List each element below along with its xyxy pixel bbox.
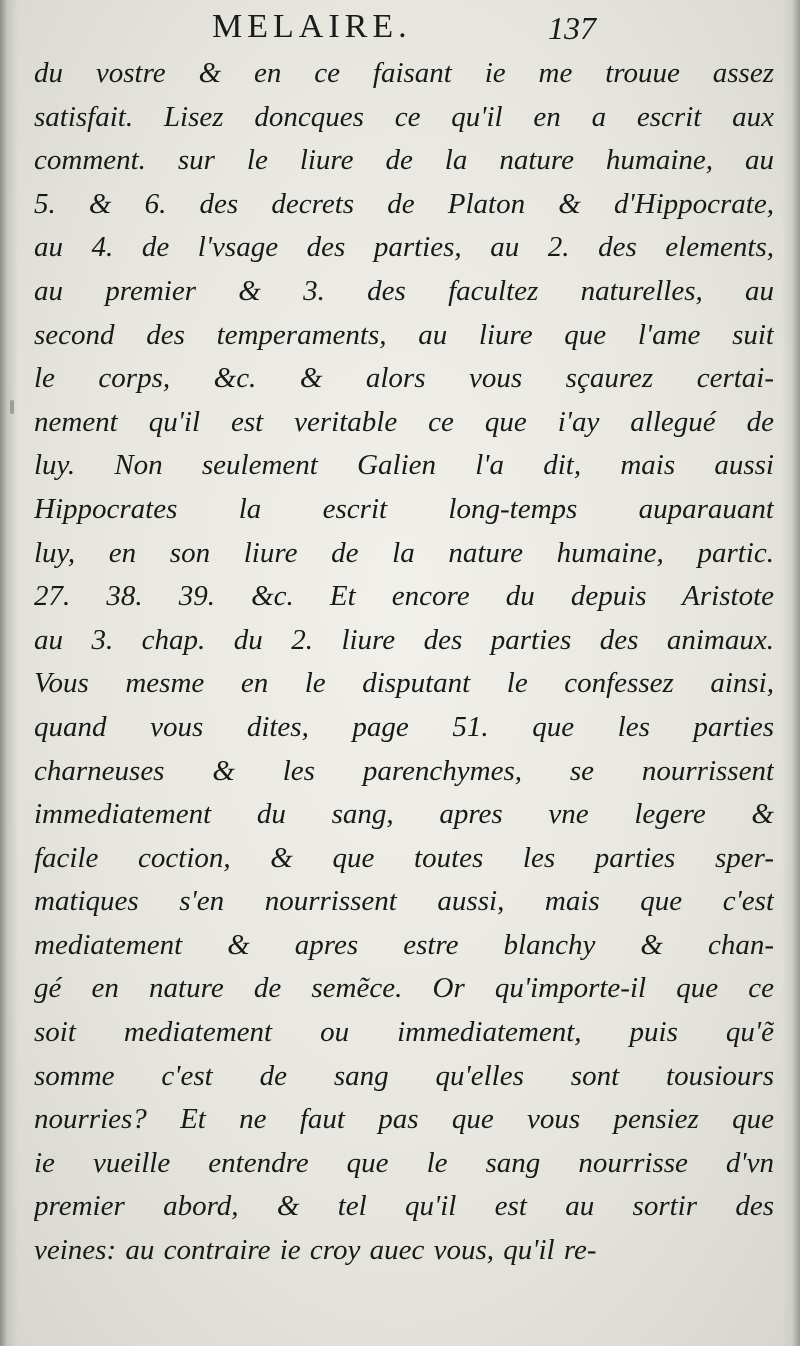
text-line: luy, en son liure de la nature humaine, partic.	[34, 536, 774, 569]
text-line: quand vous dites, page 51. que les parties	[34, 710, 774, 743]
margin-mark	[10, 400, 14, 414]
text-line: 27. 38. 39. &c. Et encore du depuis Aristote	[34, 580, 774, 613]
text-line: nourries? Et ne faut pas que vous pensiez que	[34, 1103, 774, 1136]
page-header	[0, 0, 800, 60]
text-line: soit mediatement ou immediatement, puis qu'ẽ	[34, 1016, 774, 1049]
text-line: au 4. de l'vsage des parties, au 2. des elements,	[34, 231, 774, 264]
text-line: charneuses & les parenchymes, se nourrissent	[34, 754, 774, 787]
text-line: facile coction, & que toutes les parties sper-	[34, 841, 774, 874]
text-line: somme c'est de sang qu'elles sont tousiours	[34, 1059, 774, 1092]
text-line: Hippocrates la escrit long-temps auparauant	[34, 492, 774, 525]
page-number: 137	[548, 10, 596, 46]
page-right-edge-shadow	[782, 0, 800, 1346]
text-line: au 3. chap. du 2. liure des parties des animaux.	[34, 623, 774, 656]
running-title: MELAIRE.	[212, 8, 412, 45]
text-line: 5. & 6. des decrets de Platon & d'Hippocrate,	[34, 187, 774, 220]
text-line: mediatement & apres estre blanchy & chan-	[34, 928, 774, 961]
body-text	[34, 52, 774, 1273]
text-line: satisfait. Lisez doncques ce qu'il en a escrit aux	[34, 100, 774, 133]
text-line: nement qu'il est veritable ce que i'ay allegué de	[34, 405, 774, 438]
page-left-edge-shadow	[0, 0, 18, 1346]
text-line: veines: au contraire ie croy auec vous, qu'il re-	[34, 1234, 597, 1267]
text-line: comment. sur le liure de la nature humaine, au	[34, 144, 774, 177]
text-line: gé en nature de semẽce. Or qu'importe-il que ce	[34, 972, 774, 1005]
text-line: le corps, &c. & alors vous sçaurez certai-	[34, 362, 774, 395]
text-line: au premier & 3. des facultez naturelles, au	[34, 274, 774, 307]
text-line: luy. Non seulement Galien l'a dit, mais aussi	[34, 449, 774, 482]
text-line: premier abord, & tel qu'il est au sortir des	[34, 1190, 774, 1223]
text-line: ie vueille entendre que le sang nourrisse d'vn	[34, 1146, 774, 1179]
text-line: immediatement du sang, apres vne legere &	[34, 798, 774, 831]
text-line: matiques s'en nourrissent aussi, mais que c'est	[34, 885, 774, 918]
text-line: second des temperaments, au liure que l'ame suit	[34, 318, 774, 351]
text-line: du vostre & en ce faisant ie me trouue assez	[34, 57, 774, 89]
text-line: Vous mesme en le disputant le confessez ainsi,	[34, 667, 774, 700]
